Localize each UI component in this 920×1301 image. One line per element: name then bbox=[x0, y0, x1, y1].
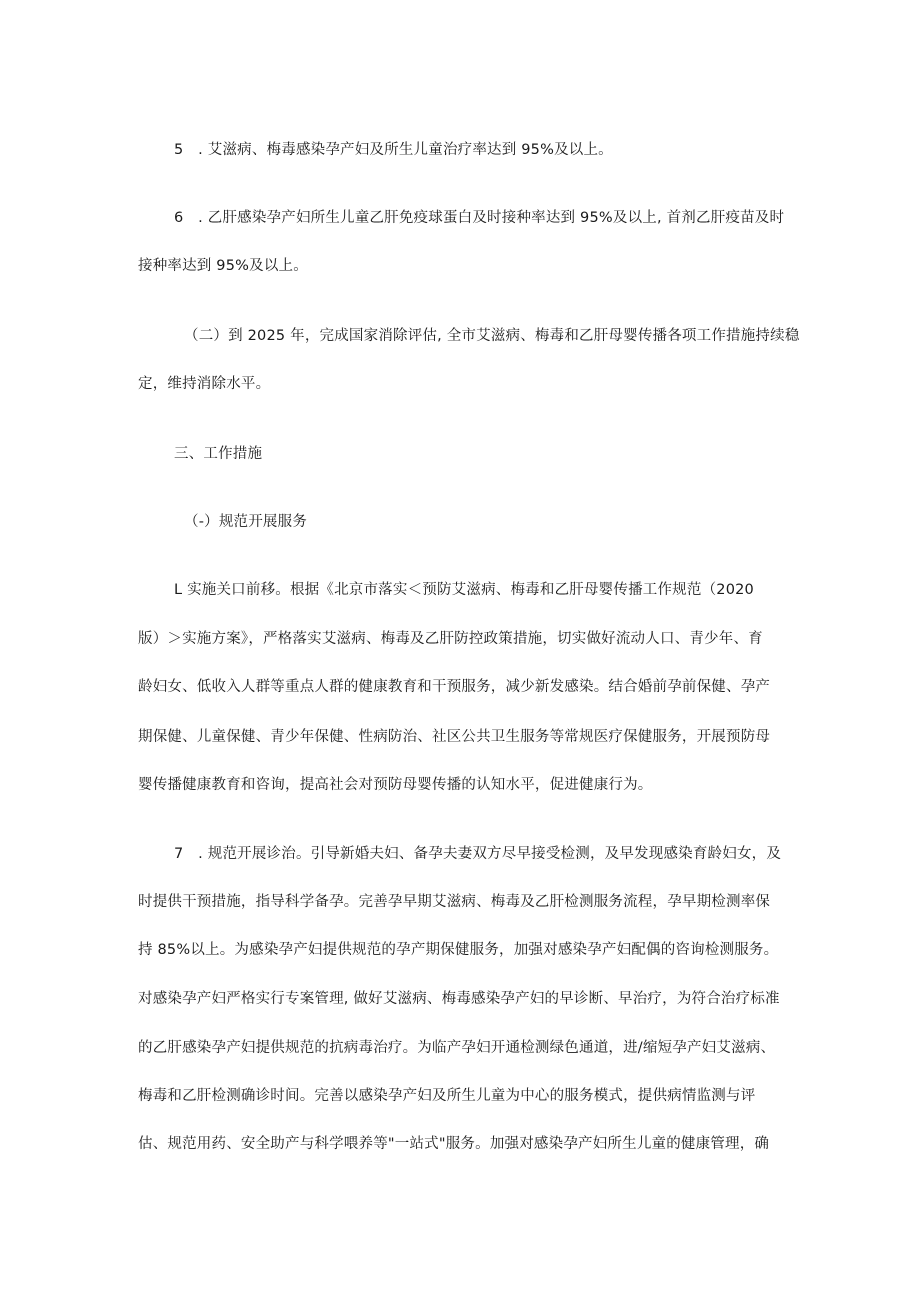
paragraph-item-7-line-3: 持 85%以上。为感染孕产妇提供规范的孕产期保健服务，加强对感染孕产妇配偶的咨询检测服务。 bbox=[138, 942, 779, 958]
paragraph-item-6-line-1: 6 . 乙肝感染孕产妇所生儿童乙肝免疫球蛋白及时接种率达到 95%及以上, 首剂乙肝疫苗及时 bbox=[174, 210, 785, 226]
paragraph-item-l-line-3: 龄妇女、低收入人群等重点人群的健康教育和干预服务，减少新发感染。结合婚前孕前保健、孕产 bbox=[138, 679, 771, 695]
paragraph-item-7-line-4: 对感染孕产妇严格实行专案管理, 做好艾滋病、梅毒感染孕产妇的早诊断、早治疗，为符合治疗标准 bbox=[138, 991, 780, 1007]
paragraph-item-5: 5 . 艾滋病、梅毒感染孕产妇及所生儿童治疗率达到 95%及以上。 bbox=[174, 142, 613, 158]
paragraph-item-6-line-2: 接种率达到 95%及以上。 bbox=[138, 258, 308, 274]
subsection-heading-services: （-）规范开展服务 bbox=[184, 514, 308, 530]
section-heading-measures: 三、工作措施 bbox=[174, 446, 263, 462]
paragraph-item-7-line-7: 估、规范用药、安全助产与科学喂养等"一站式"服务。加强对感染孕产妇所生儿童的健康管理，确 bbox=[138, 1136, 770, 1152]
paragraph-item-l-line-4: 期保健、儿童保健、青少年保健、性病防治、社区公共卫生服务等常规医疗保健服务，开展预防母 bbox=[138, 729, 771, 745]
paragraph-item-l-line-2: 版）＞实施方案》，严格落实艾滋病、梅毒及乙肝防控政策措施，切实做好流动人口、青少年、育 bbox=[138, 631, 763, 647]
paragraph-item-7-line-6: 梅毒和乙肝检测确诊时间。完善以感染孕产妇及所生儿童为中心的服务模式，提供病情监测与评 bbox=[138, 1088, 756, 1104]
paragraph-item-l-line-5: 婴传播健康教育和咨询，提高社会对预防母婴传播的认知水平，促进健康行为。 bbox=[138, 777, 653, 793]
paragraph-item-7-line-2: 时提供干预措施，指导科学备孕。完善孕早期艾滋病、梅毒及乙肝检测服务流程，孕早期检测率保 bbox=[138, 894, 771, 910]
paragraph-item-l-line-1: L 实施关口前移。根据《北京市落实＜预防艾滋病、梅毒和乙肝母婴传播工作规范（2020 bbox=[174, 582, 754, 598]
paragraph-goal-2025-line-2: 定，维持消除水平。 bbox=[138, 376, 271, 392]
paragraph-goal-2025-line-1: （二）到 2025 年，完成国家消除评估, 全市艾滋病、梅毒和乙肝母婴传播各项工作措施持续稳 bbox=[184, 328, 800, 344]
paragraph-item-7-line-5: 的乙肝感染孕产妇提供规范的抗病毒治疗。为临产孕妇开通检测绿色通道，进/缩短孕产妇艾滋病、 bbox=[138, 1040, 776, 1056]
paragraph-item-7-line-1: 7 . 规范开展诊治。引导新婚夫妇、备孕夫妻双方尽早接受检测，及早发现感染育龄妇女，及 bbox=[174, 846, 782, 862]
